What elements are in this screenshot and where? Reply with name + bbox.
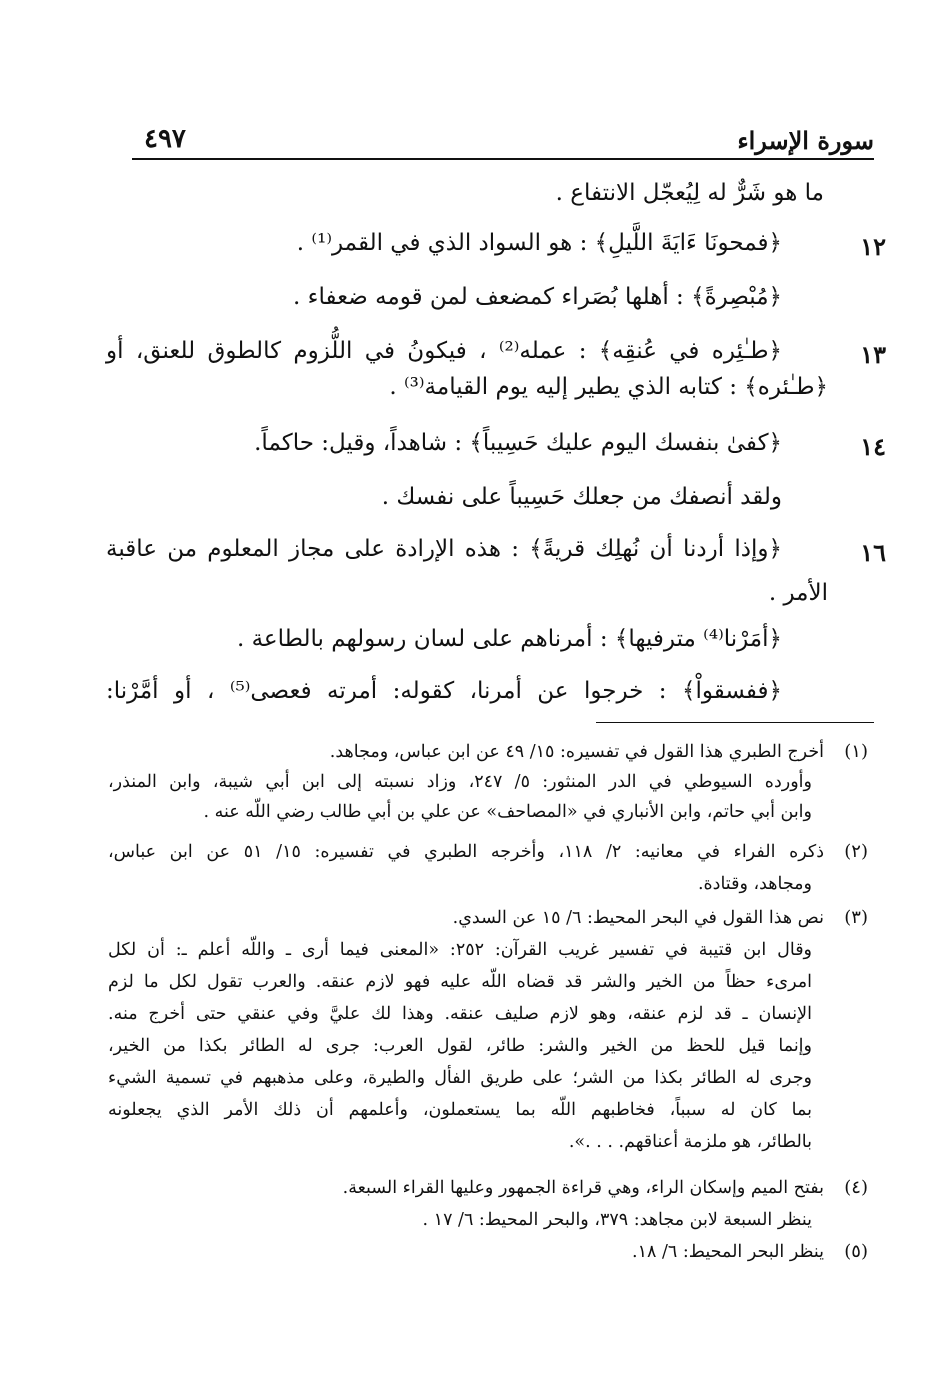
header-divider (132, 158, 874, 160)
footnote-number: (٢) (844, 841, 868, 862)
verse-number: ١٦ (860, 538, 886, 567)
footnote-line: وقال ابن قتيبة في تفسير غريب القرآن: ٢٥٢: «المعنى فيما أرى ـ واللّه أعلم ـ: أن لكل (108, 940, 813, 960)
footnote-line: ذكره الفراء في معانيه: ٢/ ١١٨، وأخرجه الطبري في تفسيره: ١٥/ ٥١ عن ابن عباس، (108, 842, 825, 862)
page-header (132, 120, 874, 160)
body-line: ما هو شَرٌّ له لِيُعجّل الانتفاع . (555, 180, 824, 206)
footnote-line: وإنما قيل للحظ من الخير والشر: طائر، لقول العرب: جرى له الطائر بكذا من الخير، (108, 1036, 812, 1056)
verse-number: ١٤ (860, 432, 886, 461)
footnote-line: بما كان له سبباً، فخاطبهم اللّه بما يستعملون، وأعلمهم أن ذلك الأمر الذي يجعلونه (108, 1100, 812, 1120)
footnote-divider (596, 722, 874, 723)
body-line: ﴿طـٰئره﴾ : كتابه الذي يطير إليه يوم القيامة⁽³⁾ . (389, 374, 828, 400)
footnote-line: وابن أبي حاتم، وابن الأنباري في «المصاحف» عن علي بن أبي طالب رضي اللّه عنه . (203, 802, 812, 822)
footnote-line: بفتح الميم وإسكان الراء، وهي قراءة الجمهور وعليها القراء السبعة. (342, 1178, 824, 1198)
footnote-line: نص هذا القول في البحر المحيط: ٦/ ١٥ عن السدي. (452, 908, 824, 928)
body-line: ﴿أمَرْنا⁽⁴⁾ مترفيها﴾ : أمرناهم على لسان رسولهم بالطاعة . (236, 626, 782, 652)
page-number: ٤٩٧ (144, 124, 186, 154)
footnote-number: (٤) (844, 1177, 868, 1198)
footnote-line: الإنسان ـ قد لزم عنقه، وهو لازم صليف عنقه. وهذا لك عليَّ وفي عنقي حتى أخرج منه. (108, 1004, 812, 1024)
body-line: ﴿فمحونَا ءَايَةَ اللَّيلِ﴾ : هو السواد الذي في القمر⁽¹⁾ . (296, 230, 782, 256)
footnote-number: (٣) (844, 907, 868, 928)
footnote-number: (٥) (844, 1241, 868, 1262)
surah-title: سورة الإسراء (737, 126, 874, 155)
footnote-line: بالطائر، هو ملزمة أعناقهم. . . .». (568, 1132, 812, 1152)
footnote-line: ينظر البحر المحيط: ٦/ ١٨. (632, 1242, 824, 1262)
footnote-line: وجرى له الطائر بكذا من الشر؛ على طريق الفأل والطيرة، وعلى مذهبهم في تسمية الشيء (108, 1068, 812, 1088)
verse-number: ١٢ (860, 232, 886, 261)
footnote-line: وأورده السيوطي في الدر المنثور: ٥/ ٢٤٧، وزاد نسبته إلى ابن أبي شيبة، وابن المنذر، (108, 772, 812, 792)
footnote-line: ينظر السبعة لابن مجاهد: ٣٧٩، والبحر المحيط: ٦/ ١٧ . (422, 1210, 812, 1230)
body-line: ﴿كفىٰ بنفسك اليوم عليك حَسِيباً﴾ : شاهداً، وقيل: حاكماً. (254, 430, 782, 456)
body-line: ﴿ففسقواْ﴾ : خرجوا عن أمرنا، كقوله: أمرته فعصى⁽⁵⁾ ، أو أمَّرْنا: (106, 678, 783, 704)
body-line: الأمر . (768, 580, 828, 606)
footnote-line: ومجاهد، وقتادة. (697, 874, 812, 894)
verse-number: ١٣ (860, 340, 886, 369)
body-line: ولقد أنصفك من جعلك حَسِيباً على نفسك . (381, 484, 782, 510)
footnote-line: أخرج الطبري هذا القول في تفسيره: ١٥/ ٤٩ عن ابن عباس، ومجاهد. (329, 742, 824, 762)
footnote-number: (١) (844, 741, 868, 762)
body-line: ﴿طـٰئِره في عُنقِه﴾ : عمله⁽²⁾ ، فيكونُ في اللُّزوم كالطوق للعنق، أو (106, 338, 782, 364)
footnote-line: امرىء حظاً من الخير والشر قد قضاه اللّه عليه فهو لازم عنقه. والعرب تقول لكل ما لزم (108, 972, 812, 992)
body-line: ﴿مُبْصِرةً﴾ : أهلها بُصَراء كمضعف لمن قومه ضعفاء . (293, 284, 782, 310)
body-line: ﴿وإذا أردنا أن نُهلِك قريةً﴾ : هذه الإرادة على مجاز المعلوم من عاقبة (106, 536, 782, 562)
